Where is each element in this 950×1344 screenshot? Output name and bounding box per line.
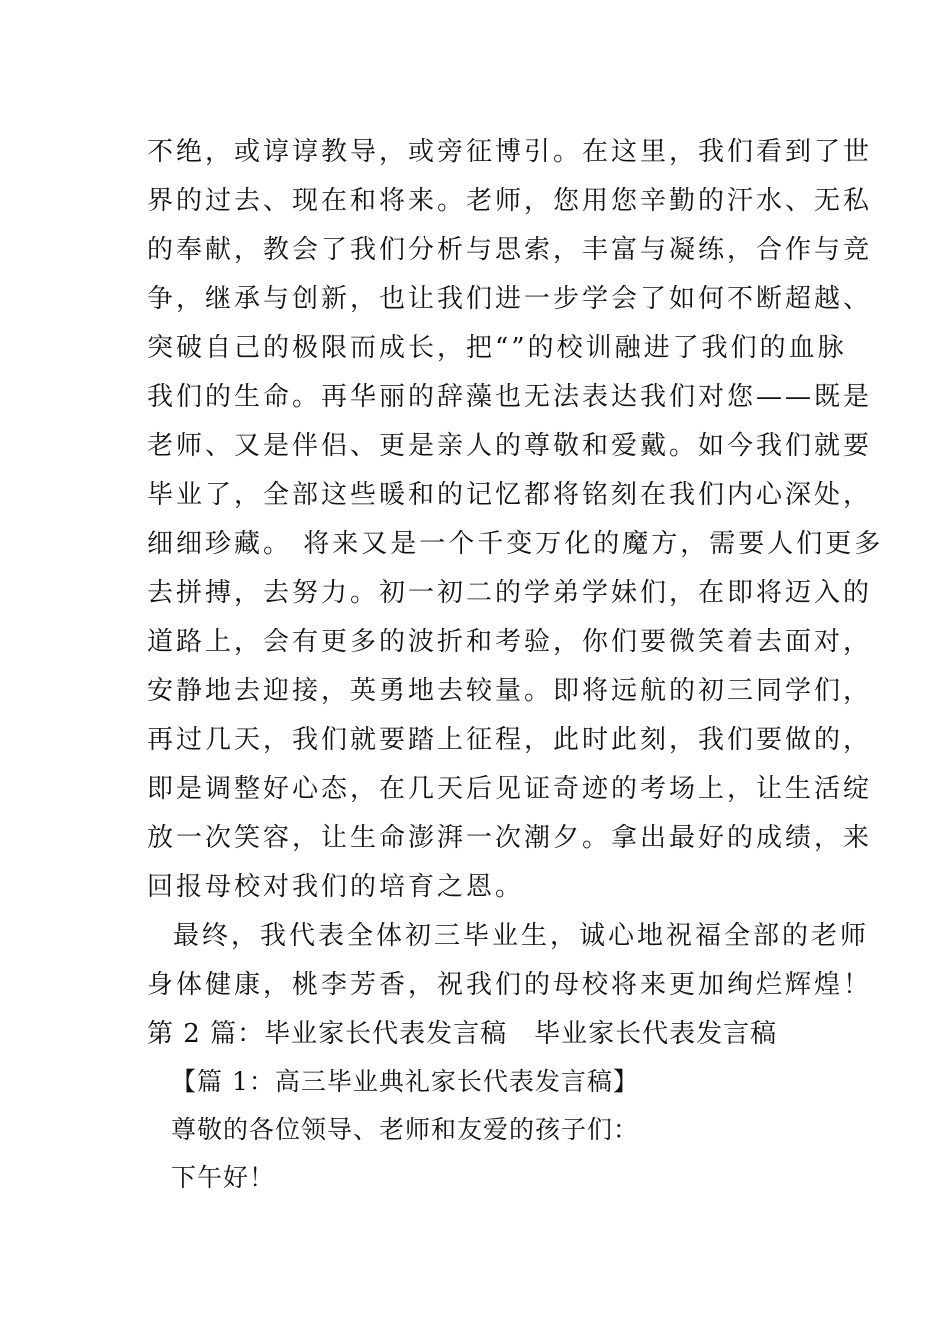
text-line: 我们的生命。再华丽的辞藻也无法表达我们对您——既是 bbox=[147, 382, 873, 412]
text-line: 再过几天，我们就要踏上征程，此时此刻，我们要做的， bbox=[147, 725, 873, 755]
sub-heading: 【篇 1：高三毕业典礼家长代表发言稿】 bbox=[171, 1067, 639, 1096]
text-line: 去拼搏，去努力。初一初二的学弟学妹们，在即将迈入的 bbox=[147, 578, 873, 608]
text-line: 老师、又是伴侣、更是亲人的尊敬和爱戴。如今我们就要 bbox=[147, 431, 873, 461]
paragraph-speech-body bbox=[147, 128, 884, 912]
text-line: 安静地去迎接，英勇地去较量。即将远航的初三同学们， bbox=[147, 676, 873, 706]
text-line: 放一次笑容，让生命澎湃一次潮夕。拿出最好的成绩，来 bbox=[147, 823, 873, 853]
text-line: 毕业了，全部这些暖和的记忆都将铭刻在我们内心深处， bbox=[147, 480, 873, 510]
text-line: 争，继承与创新，也让我们进一步学会了如何不断超越、 bbox=[147, 284, 873, 314]
text-line: 最终，我代表全体初三毕业生，诚心地祝福全部的老师 bbox=[173, 921, 870, 951]
text-line: 界的过去、现在和将来。老师，您用您辛勤的汗水、无私 bbox=[147, 186, 873, 216]
text-line: 不绝，或谆谆教导，或旁征博引。在这里，我们看到了世 bbox=[147, 137, 873, 167]
text-line: 身体健康，桃李芳香，祝我们的母校将来更加绚烂辉煌！ bbox=[147, 970, 873, 1000]
text-line: 的奉献，教会了我们分析与思索，丰富与凝练，合作与竞 bbox=[147, 235, 873, 265]
text-line: 突破自己的极限而成长，把“”的校训融进了我们的血脉 bbox=[147, 333, 847, 363]
paragraph-closing-wishes bbox=[147, 912, 873, 1010]
document-body bbox=[147, 128, 884, 1202]
text-line: 道路上，会有更多的波折和考验，你们要微笑着去面对， bbox=[147, 627, 873, 657]
text-line: 即是调整好心态，在几天后见证奇迹的考场上，让生活绽 bbox=[147, 774, 873, 804]
salutation: 尊敬的各位领导、老师和友爱的孩子们： bbox=[171, 1115, 640, 1144]
text-line: 回报母校对我们的培育之恩。 bbox=[147, 872, 525, 902]
greeting: 下午好！ bbox=[171, 1163, 276, 1192]
section-heading: 第 2 篇：毕业家长代表发言稿 毕业家长代表发言稿 bbox=[147, 1019, 778, 1049]
text-line: 细细珍藏。 将来又是一个千变万化的魔方，需要人们更多 bbox=[147, 529, 884, 559]
